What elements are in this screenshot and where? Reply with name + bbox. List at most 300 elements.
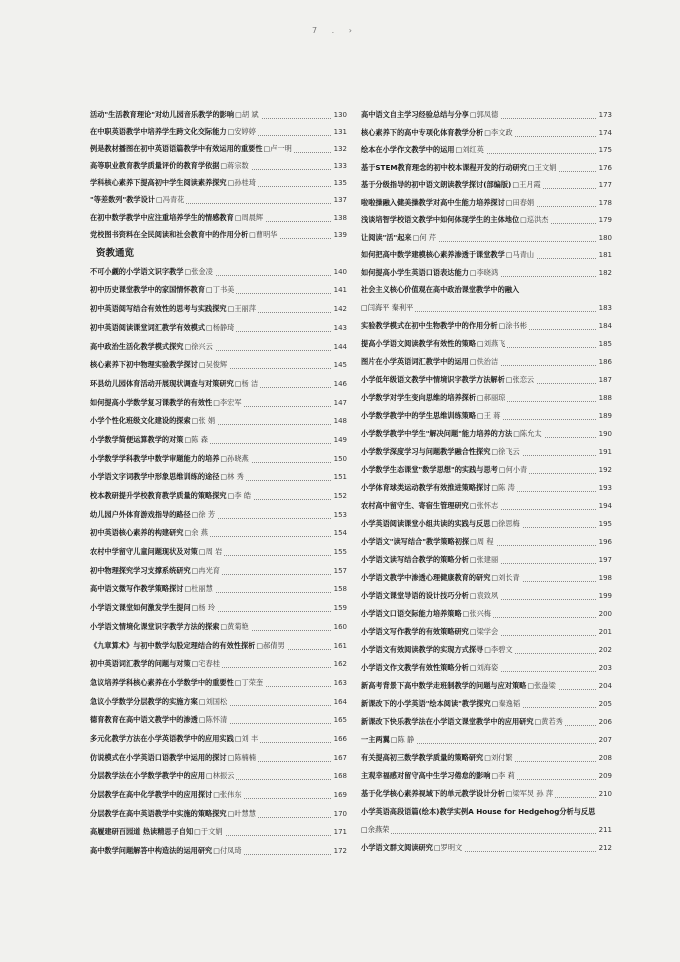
toc-entry[interactable] [90, 416, 347, 426]
toc-entry[interactable] [90, 110, 347, 120]
toc-entry-author: □张盎梁 [527, 681, 556, 690]
toc-entry[interactable] [90, 161, 347, 171]
toc-entry[interactable] [361, 645, 612, 655]
toc-entry-text [90, 360, 229, 369]
toc-entry-text [90, 566, 222, 575]
toc-entry-text [361, 198, 536, 207]
left-column [90, 110, 347, 865]
toc-entry-page: 164 [333, 697, 347, 706]
toc-entry[interactable] [361, 501, 612, 511]
toc-entry-page: 201 [598, 628, 612, 636]
toc-entry[interactable] [90, 641, 347, 651]
toc-entry-title: 高中政治生活化教学模式探究 [90, 341, 184, 351]
toc-entry-page: 185 [598, 340, 612, 348]
toc-entry[interactable] [90, 127, 347, 137]
toc-entry[interactable] [90, 603, 347, 613]
toc-entry-text [90, 641, 287, 650]
toc-entry[interactable] [90, 398, 347, 408]
toc-entry-text [90, 491, 253, 500]
toc-entry[interactable] [361, 717, 612, 727]
page-mark: 7 . › [312, 26, 358, 35]
toc-entry[interactable] [90, 342, 347, 352]
toc-entry[interactable] [361, 681, 612, 691]
toc-entry-text [361, 717, 565, 726]
toc-entry[interactable] [90, 267, 347, 277]
toc-entry-author: □张伟东 [213, 790, 242, 799]
toc-entry-page: 204 [598, 682, 612, 690]
toc-entry[interactable] [361, 627, 612, 637]
toc-entry[interactable] [90, 715, 347, 725]
toc-entry-author: □李 皓 [227, 491, 252, 500]
toc-entry[interactable] [361, 663, 612, 673]
toc-entry-title: 小学数学学科教学中数学审题能力的培养 [90, 453, 220, 463]
toc-entry-text [361, 110, 500, 119]
toc-entry-title: 党校图书资料在全民阅读和社会教育中的作用分析 [90, 229, 249, 239]
toc-entry-page: 145 [333, 361, 347, 370]
toc-entry-author: □李宏军 [213, 397, 242, 407]
toc-entry-author: □冉光育 [191, 565, 220, 575]
toc-entry-title: 基于STEM教育理念的初中校本课程开发的行动研究 [361, 162, 527, 172]
toc-entry[interactable] [361, 375, 612, 385]
toc-entry-author: □刘付繁 [484, 753, 513, 762]
toc-entry-author: □杜丽慧 [184, 584, 213, 594]
toc-entry-page: 153 [333, 510, 347, 519]
toc-entry-title: 高履建研百园道 热读精思子自知 [90, 827, 194, 837]
toc-entry-text [90, 454, 251, 463]
toc-entry-title: 小学语文"读写结合"教学策略初探 [361, 537, 470, 546]
toc-entry-title: 分层教学在高中化学教学中的应用探讨 [90, 790, 213, 799]
toc-entry[interactable] [361, 268, 612, 278]
toc-entry-title: 急议小学数学分层教学的实施方案 [90, 696, 198, 706]
toc-entry[interactable] [90, 144, 347, 154]
toc-entry[interactable] [90, 771, 347, 781]
toc-entry-author: □佚治洁 [469, 357, 499, 366]
toc-entry-page: 167 [333, 753, 347, 762]
toc-entry-author: □何小青 [498, 465, 528, 474]
toc-entry-page: 137 [333, 196, 347, 205]
toc-entry-text [90, 734, 260, 743]
toc-entry[interactable] [90, 547, 347, 557]
toc-entry-page: 196 [598, 538, 612, 546]
toc-entry-page: 211 [598, 826, 612, 834]
toc-entry-author: □丁荣奎 [234, 677, 264, 687]
toc-entry-page: 212 [598, 844, 612, 852]
toc-entry-author: □林 秀 [220, 472, 244, 482]
toc-entry-text [361, 447, 522, 456]
toc-entry-page: 144 [333, 342, 347, 351]
toc-entry[interactable] [361, 250, 612, 260]
toc-entry-author: □冯青花 [156, 195, 185, 205]
toc-entry-page: 130 [333, 111, 347, 119]
toc-entry-title: 小学语文情境化课堂识字教学方法的探索 [90, 621, 220, 631]
toc-entry-title: 活动"生活教育理论"对幼儿园音乐教学的影响 [90, 110, 235, 119]
toc-entry[interactable] [90, 491, 347, 501]
toc-entry[interactable] [90, 566, 347, 576]
toc-entry-text [90, 304, 258, 313]
toc-entry-page: 139 [333, 230, 347, 239]
toc-entry-text [90, 178, 258, 187]
toc-entry-title: 图片在小学英语词汇教学中的运用 [361, 357, 469, 366]
toc-entry-title: 浅谈培智学校语文教学中如何体现学生的主体地位 [361, 215, 520, 224]
toc-entry[interactable] [361, 573, 612, 583]
toc-entry[interactable] [90, 678, 347, 688]
toc-entry-text [361, 735, 416, 744]
toc-entry-page: 166 [333, 734, 347, 743]
toc-entry[interactable] [361, 699, 612, 709]
toc-entry-author: □陈 静 [390, 735, 415, 744]
toc-entry-author: □郭凤德 [469, 110, 499, 119]
right-entries-a [361, 110, 612, 278]
toc-entry-title: 让阅读"活"起来 [361, 232, 412, 242]
toc-entry[interactable] [90, 622, 347, 632]
toc-entry-text [361, 771, 517, 780]
toc-entry-text [90, 715, 229, 724]
toc-entry-page: 168 [333, 772, 347, 781]
toc-entry[interactable] [90, 213, 347, 223]
toc-entry-title: "等差数列"教学设计 [90, 195, 155, 205]
toc-entry[interactable] [90, 846, 347, 856]
toc-entry[interactable] [90, 584, 347, 594]
toc-entry-title: 一主两翼 [361, 735, 390, 744]
toc-entry-title: 小学低年级语文教学中情境识字教学方法解析 [361, 375, 505, 384]
toc-entry[interactable] [90, 435, 347, 445]
toc-entry-title: 环县幼儿园体育活动开展现状调查与对策研究 [90, 378, 234, 388]
toc-entry-title: 高中数学问题解答中构造法的运用研究 [90, 846, 213, 856]
toc-entry[interactable] [361, 843, 612, 853]
toc-entry-text [90, 230, 280, 239]
toc-entry-author: □周 程 [470, 537, 494, 546]
toc-entry-author: □涂书彬 [498, 321, 527, 330]
toc-entry[interactable] [90, 178, 347, 188]
toc-entry-text [90, 435, 210, 444]
toc-entry-author: □田春娟 [505, 197, 535, 207]
toc-entry-title: 学科核心素养下提高初中学生阅读素养探究 [90, 178, 227, 188]
toc-entry-text [90, 771, 236, 780]
toc-entry-author: □秦逸韬 [491, 699, 521, 708]
toc-entry-text [90, 161, 251, 170]
toc-entry-text [90, 528, 210, 537]
toc-entry-author: □卢一明 [263, 144, 292, 154]
toc-entry-text [90, 846, 244, 855]
toc-entry-author: □曹明华 [249, 229, 278, 239]
toc-entry[interactable] [361, 555, 612, 565]
toc-entry[interactable] [90, 304, 347, 314]
toc-entry[interactable] [90, 827, 347, 837]
toc-entry-title: 分层教学法在小学数学教学中的应用 [90, 771, 206, 781]
toc-entry-page: 210 [598, 790, 612, 798]
toc-entry-title: 实验教学模式在初中生物教学中的作用分析 [361, 321, 498, 330]
toc-entry-author: □林振云 [206, 771, 235, 781]
toc-entry-title: 农村高中留守生、寄宿生管理研究 [361, 501, 469, 510]
toc-entry[interactable] [361, 339, 612, 349]
toc-entry-text [361, 753, 515, 762]
toc-entry[interactable] [361, 233, 612, 243]
toc-entry[interactable] [361, 519, 612, 529]
toc-entry-text [361, 699, 522, 708]
toc-entry-page: 165 [333, 716, 347, 725]
toc-entry-author: □杨 玲 [191, 603, 216, 613]
toc-entry-text [90, 342, 215, 351]
toc-entry[interactable] [361, 128, 612, 138]
toc-entry-text [90, 195, 186, 204]
toc-entry[interactable] [361, 591, 612, 601]
toc-entry[interactable] [361, 411, 612, 421]
toc-entry-title: 初中历史课堂教学中的家国情怀教育 [90, 285, 206, 295]
toc-entry-text [361, 645, 515, 654]
toc-entry-title: 《九章算术》与初中数学勾股定理结合的有效性探析 [90, 640, 256, 650]
toc-entry[interactable] [361, 735, 612, 745]
right-column [361, 110, 612, 853]
toc-entry-text [90, 379, 260, 388]
wrap-entry-183[interactable] [361, 285, 612, 313]
toc-entry-page: 140 [333, 267, 347, 276]
toc-entry-text [90, 659, 222, 668]
toc-entry-page: 151 [333, 473, 347, 482]
toc-entry-text [90, 144, 294, 153]
toc-entry[interactable] [90, 360, 347, 370]
toc-entry-author: □杨静琦 [206, 322, 235, 332]
toc-entry-author: □王文娟 [527, 162, 557, 172]
toc-entry-page: 177 [598, 181, 612, 189]
toc-entry-text [361, 537, 496, 546]
toc-entry-author: □徐飞云 [491, 447, 520, 456]
toc-entry[interactable] [90, 510, 347, 520]
dot-leader [361, 832, 612, 834]
toc-entry[interactable] [361, 110, 612, 120]
toc-entry-author: □张 娟 [191, 416, 216, 426]
toc-entry-text [90, 416, 217, 425]
toc-entry[interactable] [361, 198, 612, 208]
toc-entry-title: 如何提高小学生英语口语表达能力 [361, 267, 469, 277]
toc-entry-text [90, 603, 217, 612]
toc-entry-author: □刘海姿 [469, 663, 499, 672]
toc-entry-author: □叶慧慧 [227, 808, 256, 818]
toc-entry[interactable] [90, 790, 347, 800]
toc-entry-text [361, 321, 529, 330]
toc-entry-page: 182 [598, 268, 612, 277]
toc-entry-text [361, 465, 529, 474]
toc-entry-author: □张恋云 [505, 375, 535, 384]
toc-entry-page: 190 [598, 430, 612, 438]
toc-entry-title: 高中语文自主学习经验总结与分享 [361, 110, 469, 119]
toc-entry-author: □何 芹 [412, 232, 437, 242]
toc-entry-text [90, 267, 215, 276]
toc-entry[interactable] [90, 753, 347, 763]
toc-entry-page: 184 [598, 322, 612, 330]
toc-entry-title: 小学体育球类运动教学有效推进策略探讨 [361, 483, 491, 492]
toc-entry-author: □陈 森 [184, 434, 208, 444]
toc-entry-author: □王月霞 [512, 180, 541, 189]
toc-entry-title: 不可小觑的小学语文识字教学 [90, 266, 184, 276]
toc-entry-text [90, 809, 258, 818]
toc-entry[interactable] [90, 528, 347, 538]
toc-entry[interactable] [90, 734, 347, 744]
toc-entry-text [361, 609, 493, 618]
toc-entry-author: □李文政 [484, 127, 513, 137]
toc-entry-author: □吴俊辉 [198, 360, 228, 370]
toc-entry[interactable] [361, 145, 612, 155]
toc-entry[interactable] [361, 215, 612, 225]
toc-entry-author: □黄菊艳 [220, 621, 249, 631]
toc-entry-title: 小学英语阅读课堂小组共读的实践与反思 [361, 519, 491, 528]
toc-entry-author: □周 岩 [198, 547, 223, 557]
toc-entry-author: □胡 斌 [235, 110, 259, 119]
toc-entry-title: 多元化教学方法在小学英语教学中的应用实践 [90, 733, 234, 743]
toc-entry-page: 163 [333, 678, 347, 687]
left-section-entries [90, 267, 347, 856]
wrap-entry-211[interactable] [361, 807, 612, 835]
toc-entry[interactable] [90, 454, 347, 464]
toc-entry-title: 有关提高初三数学教学质量的策略研究 [361, 753, 484, 762]
toc-entry-text [90, 697, 229, 706]
toc-entry-text [361, 663, 500, 672]
toc-entry-author: □孙桂琦 [227, 178, 256, 188]
toc-entry-author: □马青山 [505, 250, 535, 259]
toc-entry-author: □杨 洁 [234, 378, 259, 388]
toc-entry-title: 核心素养下初中物理实验教学探讨 [90, 360, 198, 370]
toc-entry[interactable] [90, 323, 347, 333]
toc-entry-author: □李 莉 [491, 771, 515, 780]
toc-entry-text [361, 393, 507, 402]
toc-entry-page: 208 [598, 754, 612, 762]
toc-entry[interactable] [90, 285, 347, 295]
toc-entry-text [90, 584, 215, 593]
toc-entry-title: 小学语文课堂导语的设计技巧分析 [361, 591, 469, 600]
toc-entry-text [361, 128, 515, 137]
toc-entry-title: 小学语文口语交际能力培养策略 [361, 609, 462, 618]
toc-entry[interactable] [361, 609, 612, 619]
toc-entry-page: 206 [598, 718, 612, 726]
toc-entry[interactable] [361, 537, 612, 547]
toc-entry-author: □孙晓燕 [220, 453, 249, 463]
toc-entry[interactable] [361, 753, 612, 763]
toc-entry-text [90, 510, 217, 519]
toc-entry-text [361, 681, 558, 690]
toc-entry-text [361, 250, 536, 259]
toc-entry-text [90, 213, 265, 222]
toc-entry-title: 啦啦操融入健美操教学对高中生能力培养探讨 [361, 197, 505, 207]
toc-entry[interactable] [361, 357, 612, 367]
toc-entry-text [90, 790, 244, 799]
toc-entry-title: 小学数学教学中学生"解决问题"能力培养的方法 [361, 429, 513, 438]
toc-entry[interactable] [90, 230, 347, 240]
toc-entry-text [361, 375, 536, 384]
toc-entry-author: □袁致夙 [469, 591, 499, 600]
toc-entry-page: 132 [333, 145, 347, 154]
toc-entry-text [90, 827, 225, 836]
toc-entry-title: 幼儿园户外体育游戏指导的路径 [90, 509, 191, 519]
toc-entry[interactable] [90, 379, 347, 389]
toc-entry-text [361, 180, 543, 189]
toc-entry-title: 校本教研提升学校教育教学质量的策略探究 [90, 491, 227, 500]
toc-entry-text [361, 501, 500, 510]
toc-entry-author: □付凤琦 [213, 846, 242, 856]
toc-entry-author: □刘 丰 [234, 733, 259, 743]
toc-entry-title: 分层教学在高中英语教学中实施的策略探究 [90, 808, 227, 818]
toc-entry[interactable] [90, 809, 347, 819]
toc-entry-page: 192 [598, 466, 612, 474]
toc-entry[interactable] [361, 321, 612, 331]
toc-entry-text [361, 215, 551, 224]
toc-entry-text [361, 163, 558, 172]
toc-entry-page: 142 [333, 305, 347, 314]
toc-entry-author: □李晓鸿 [469, 267, 499, 277]
toc-entry[interactable] [90, 472, 347, 482]
toc-entry-page: 148 [333, 417, 347, 426]
toc-entry[interactable] [361, 447, 612, 457]
toc-entry-title: 小学语文读写结合教学的策略分析 [361, 555, 469, 564]
toc-entry-title: 基于分级指导的初中语文朗读教学探讨(部编版) [361, 180, 512, 189]
toc-entry-page: 178 [598, 198, 612, 207]
toc-entry-author: □于文娟 [194, 827, 223, 837]
toc-entry-title: 小学数学深度学习与问题教学融合性探究 [361, 447, 491, 456]
toc-entry-title: 小学数学对学生变向思维的培养探析 [361, 393, 477, 402]
toc-entry-page: 162 [333, 660, 347, 669]
section-heading: 资教通览 [96, 247, 135, 259]
toc-entry-title: 小学个性化班级文化建设的探索 [90, 416, 191, 426]
toc-entry[interactable] [90, 659, 347, 669]
toc-entry-text [90, 472, 246, 481]
toc-entry-author: □陈允太 [513, 429, 542, 438]
toc-entry-title: 小学语文写作教学的有效策略研究 [361, 627, 469, 636]
toc-entry-author: □张怀志 [469, 501, 499, 510]
toc-entry-author: □李碧文 [484, 645, 513, 654]
toc-entry-text [361, 483, 517, 492]
toc-entry-text [361, 789, 555, 798]
toc-entry-author: □梁军炅 孙 萍 [505, 789, 554, 798]
toc-entry[interactable] [361, 771, 612, 781]
toc-entry-title: 在中职英语教学中培养学生跨文化交际能力 [90, 127, 227, 137]
toc-entry-text [361, 429, 544, 438]
toc-entry-page: 160 [333, 622, 347, 631]
toc-entry-page: 203 [598, 664, 612, 672]
toc-entry-author: □郝倩男 [256, 640, 285, 650]
toc-entry-title: 小学语文课堂如何激发学生提问 [90, 603, 191, 613]
toc-entry-text [90, 753, 258, 762]
toc-entry-text [90, 622, 251, 631]
left-top-entries [90, 110, 347, 240]
toc-entry-page: 198 [598, 574, 612, 582]
toc-entry-author: □张兴梅 [462, 609, 491, 618]
toc-entry[interactable] [361, 483, 612, 493]
toc-entry-page: 152 [333, 492, 347, 500]
toc-entry-title: 高等职业教育教学质量评价的教育学依据 [90, 161, 220, 171]
toc-entry-title: 提高小学语文阅读教学有效性的策略 [361, 339, 477, 348]
toc-entry-page: 172 [333, 847, 347, 856]
toc-entry[interactable] [361, 429, 612, 439]
toc-entry-title: 小学数学生态课堂"数学思想"的实践与思考 [361, 465, 498, 474]
toc-entry[interactable] [90, 697, 347, 707]
toc-entry-title: 核心素养下的高中专项化体育教学分析 [361, 127, 484, 137]
toc-entry-author: □刘燕飞 [477, 339, 506, 348]
toc-entry[interactable] [361, 393, 612, 403]
toc-entry-author: □罗明文 [433, 843, 463, 852]
toc-entry-author: □陈怀清 [198, 715, 228, 725]
toc-entry[interactable] [90, 195, 347, 205]
toc-entry[interactable] [361, 163, 612, 173]
toc-entry-author: □徐思梅 [491, 519, 520, 528]
toc-entry-text [361, 357, 500, 366]
toc-entry-title: 小学数学简便运算教学的对策 [90, 434, 184, 444]
toc-entry-text [361, 268, 500, 277]
toc-entry[interactable] [361, 465, 612, 475]
toc-entry[interactable] [361, 789, 612, 799]
right-entries-b [361, 321, 612, 799]
toc-entry-author: □巡洪杰 [520, 215, 549, 224]
toc-entry[interactable] [361, 180, 612, 190]
toc-entry-page: 188 [598, 394, 612, 402]
toc-entry-page: 175 [598, 146, 612, 154]
